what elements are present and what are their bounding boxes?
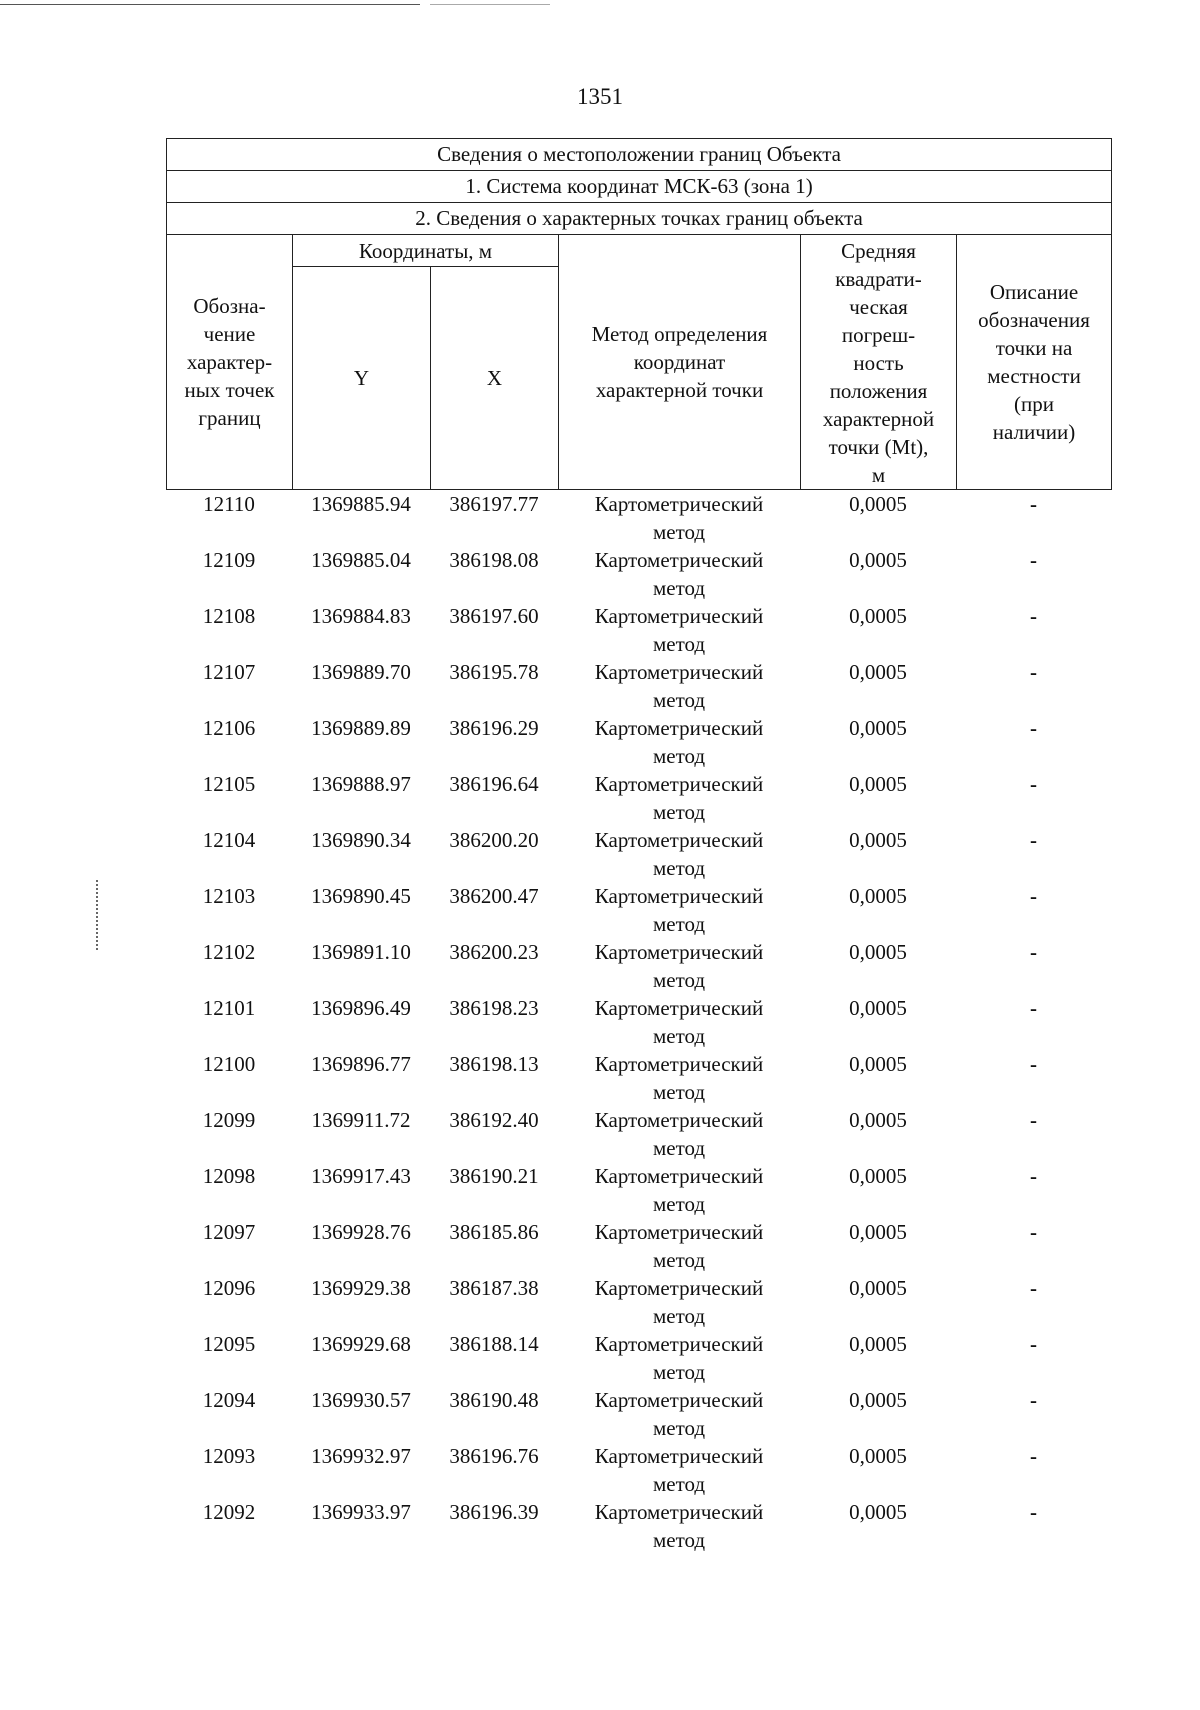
- scan-edge-line: [0, 4, 420, 5]
- table-row: [166, 546, 1111, 602]
- coord-y-cell: 1369932.97: [311, 1444, 411, 1468]
- description-cell: -: [1030, 1164, 1037, 1188]
- error-cell: 0,0005: [849, 884, 907, 908]
- coord-x-cell: 386196.29: [449, 716, 539, 740]
- coord-x-cell: 386188.14: [449, 1332, 539, 1356]
- error-cell: 0,0005: [849, 548, 907, 572]
- error-cell: 0,0005: [849, 772, 907, 796]
- coord-y-cell: 1369929.38: [311, 1276, 411, 1300]
- coord-y-cell: 1369928.76: [311, 1220, 411, 1244]
- table-row: [166, 770, 1111, 826]
- coord-x-cell: 386185.86: [449, 1220, 539, 1244]
- table-row: [166, 882, 1111, 938]
- table-row: [166, 1386, 1111, 1442]
- col-coordinates: Координаты, м: [293, 235, 559, 267]
- description-cell: -: [1030, 1108, 1037, 1132]
- method-cell: Картометрический метод: [594, 1332, 764, 1384]
- table-row: [166, 826, 1111, 882]
- boundary-points-table: [166, 490, 1111, 1554]
- page-number: 1351: [577, 84, 623, 109]
- method-cell: Картометрический метод: [594, 604, 764, 656]
- coord-y-cell: 1369917.43: [311, 1164, 411, 1188]
- table-row: [166, 1106, 1111, 1162]
- error-cell: 0,0005: [849, 996, 907, 1020]
- error-cell: 0,0005: [849, 940, 907, 964]
- coord-x-cell: 386197.77: [449, 492, 539, 516]
- method-cell: Картометрический метод: [594, 716, 764, 768]
- point-id-cell: 12104: [202, 828, 256, 852]
- table-row: [166, 602, 1111, 658]
- table-title: Сведения о местоположении границ Объекта: [167, 139, 1112, 171]
- error-cell: 0,0005: [849, 716, 907, 740]
- point-id-cell: 12093: [202, 1444, 256, 1468]
- coord-y-cell: 1369911.72: [311, 1108, 411, 1132]
- description-cell: -: [1030, 660, 1037, 684]
- table-row: [166, 714, 1111, 770]
- point-id-cell: 12108: [202, 604, 256, 628]
- coord-x-cell: 386190.21: [449, 1164, 539, 1188]
- table-row: [166, 1442, 1111, 1498]
- table-row: [166, 1274, 1111, 1330]
- coord-y-cell: 1369889.70: [311, 660, 411, 684]
- method-cell: Картометрический метод: [594, 1164, 764, 1216]
- method-cell: Картометрический метод: [594, 1500, 764, 1552]
- method-cell: Картометрический метод: [594, 660, 764, 712]
- table-row: [166, 994, 1111, 1050]
- table-row: [166, 490, 1111, 546]
- col-designation: Обозна- чение характер- ных точек границ: [167, 235, 293, 490]
- description-cell: -: [1030, 604, 1037, 628]
- point-id-cell: 12098: [202, 1164, 256, 1188]
- coord-y-cell: 1369929.68: [311, 1332, 411, 1356]
- point-id-cell: 12103: [202, 884, 256, 908]
- method-cell: Картометрический метод: [594, 828, 764, 880]
- point-id-cell: 12107: [202, 660, 256, 684]
- description-cell: -: [1030, 716, 1037, 740]
- method-cell: Картометрический метод: [594, 940, 764, 992]
- description-cell: -: [1030, 940, 1037, 964]
- method-cell: Картометрический метод: [594, 996, 764, 1048]
- table-row: [166, 1050, 1111, 1106]
- description-cell: -: [1030, 1332, 1037, 1356]
- col-method: Метод определения координат характерной точки: [559, 235, 801, 490]
- coord-x-cell: 386196.76: [449, 1444, 539, 1468]
- error-cell: 0,0005: [849, 1276, 907, 1300]
- coord-x-cell: 386196.64: [449, 772, 539, 796]
- coord-y-cell: 1369890.45: [311, 884, 411, 908]
- method-cell: Картометрический метод: [594, 548, 764, 600]
- point-id-cell: 12100: [202, 1052, 256, 1076]
- coord-y-cell: 1369896.77: [311, 1052, 411, 1076]
- method-cell: Картометрический метод: [594, 1444, 764, 1496]
- description-cell: -: [1030, 1052, 1037, 1076]
- coord-x-cell: 386198.23: [449, 996, 539, 1020]
- coord-x-cell: 386200.23: [449, 940, 539, 964]
- method-cell: Картометрический метод: [594, 1052, 764, 1104]
- coord-y-cell: 1369888.97: [311, 772, 411, 796]
- table-row: [166, 1498, 1111, 1554]
- coord-x-cell: 386200.47: [449, 884, 539, 908]
- section-title: 2. Сведения о характерных точках границ объекта: [167, 203, 1112, 235]
- coord-x-cell: 386192.40: [449, 1108, 539, 1132]
- point-id-cell: 12106: [202, 716, 256, 740]
- col-error: Средняя квадрати- ческая погреш- ность положения характерной точки (Mt), м: [801, 235, 957, 490]
- coord-x-cell: 386187.38: [449, 1276, 539, 1300]
- coord-y-cell: 1369885.04: [311, 548, 411, 572]
- error-cell: 0,0005: [849, 1108, 907, 1132]
- scan-edge-line: [430, 4, 550, 5]
- coord-y-cell: 1369890.34: [311, 828, 411, 852]
- method-cell: Картометрический метод: [594, 1220, 764, 1272]
- description-cell: -: [1030, 828, 1037, 852]
- table-row: [166, 1162, 1111, 1218]
- table-row: [166, 1330, 1111, 1386]
- point-id-cell: 12096: [202, 1276, 256, 1300]
- table-row: [166, 1218, 1111, 1274]
- error-cell: 0,0005: [849, 660, 907, 684]
- boundary-table-header: [166, 138, 1112, 490]
- point-id-cell: 12092: [202, 1500, 256, 1524]
- point-id-cell: 12109: [202, 548, 256, 572]
- description-cell: -: [1030, 996, 1037, 1020]
- description-cell: -: [1030, 884, 1037, 908]
- method-cell: Картометрический метод: [594, 1108, 764, 1160]
- error-cell: 0,0005: [849, 492, 907, 516]
- method-cell: Картометрический метод: [594, 492, 764, 544]
- description-cell: -: [1030, 1276, 1037, 1300]
- coord-y-cell: 1369933.97: [311, 1500, 411, 1524]
- error-cell: 0,0005: [849, 1164, 907, 1188]
- point-id-cell: 12110: [203, 492, 255, 516]
- description-cell: -: [1030, 1444, 1037, 1468]
- coord-y-cell: 1369891.10: [311, 940, 411, 964]
- point-id-cell: 12102: [202, 940, 256, 964]
- description-cell: -: [1030, 1500, 1037, 1524]
- description-cell: -: [1030, 772, 1037, 796]
- coord-y-cell: 1369930.57: [311, 1388, 411, 1412]
- coord-x-cell: 386200.20: [449, 828, 539, 852]
- coordinate-system: 1. Система координат МСК-63 (зона 1): [167, 171, 1112, 203]
- method-cell: Картометрический метод: [594, 1276, 764, 1328]
- col-x: X: [431, 267, 559, 490]
- coord-y-cell: 1369885.94: [311, 492, 411, 516]
- error-cell: 0,0005: [849, 1444, 907, 1468]
- col-description: Описание обозначения точки на местности (при наличии): [957, 235, 1112, 490]
- point-id-cell: 12101: [202, 996, 256, 1020]
- coord-x-cell: 386198.08: [449, 548, 539, 572]
- description-cell: -: [1030, 1388, 1037, 1412]
- col-y: Y: [293, 267, 431, 490]
- coord-x-cell: 386197.60: [449, 604, 539, 628]
- method-cell: Картометрический метод: [594, 884, 764, 936]
- coord-x-cell: 386196.39: [449, 1500, 539, 1524]
- coord-x-cell: 386190.48: [449, 1388, 539, 1412]
- description-cell: -: [1030, 1220, 1037, 1244]
- point-id-cell: 12094: [202, 1388, 256, 1412]
- table-row: [166, 658, 1111, 714]
- table-row: [166, 938, 1111, 994]
- point-id-cell: 12095: [202, 1332, 256, 1356]
- scan-margin-mark: [96, 880, 102, 950]
- point-id-cell: 12097: [202, 1220, 256, 1244]
- error-cell: 0,0005: [849, 1220, 907, 1244]
- method-cell: Картометрический метод: [594, 772, 764, 824]
- description-cell: -: [1030, 548, 1037, 572]
- description-cell: -: [1030, 492, 1037, 516]
- error-cell: 0,0005: [849, 828, 907, 852]
- error-cell: 0,0005: [849, 1332, 907, 1356]
- method-cell: Картометрический метод: [594, 1388, 764, 1440]
- error-cell: 0,0005: [849, 604, 907, 628]
- coord-x-cell: 386195.78: [449, 660, 539, 684]
- point-id-cell: 12099: [202, 1108, 256, 1132]
- error-cell: 0,0005: [849, 1052, 907, 1076]
- error-cell: 0,0005: [849, 1500, 907, 1524]
- coord-y-cell: 1369896.49: [311, 996, 411, 1020]
- error-cell: 0,0005: [849, 1388, 907, 1412]
- coord-x-cell: 386198.13: [449, 1052, 539, 1076]
- point-id-cell: 12105: [202, 772, 256, 796]
- coord-y-cell: 1369889.89: [311, 716, 411, 740]
- coord-y-cell: 1369884.83: [311, 604, 411, 628]
